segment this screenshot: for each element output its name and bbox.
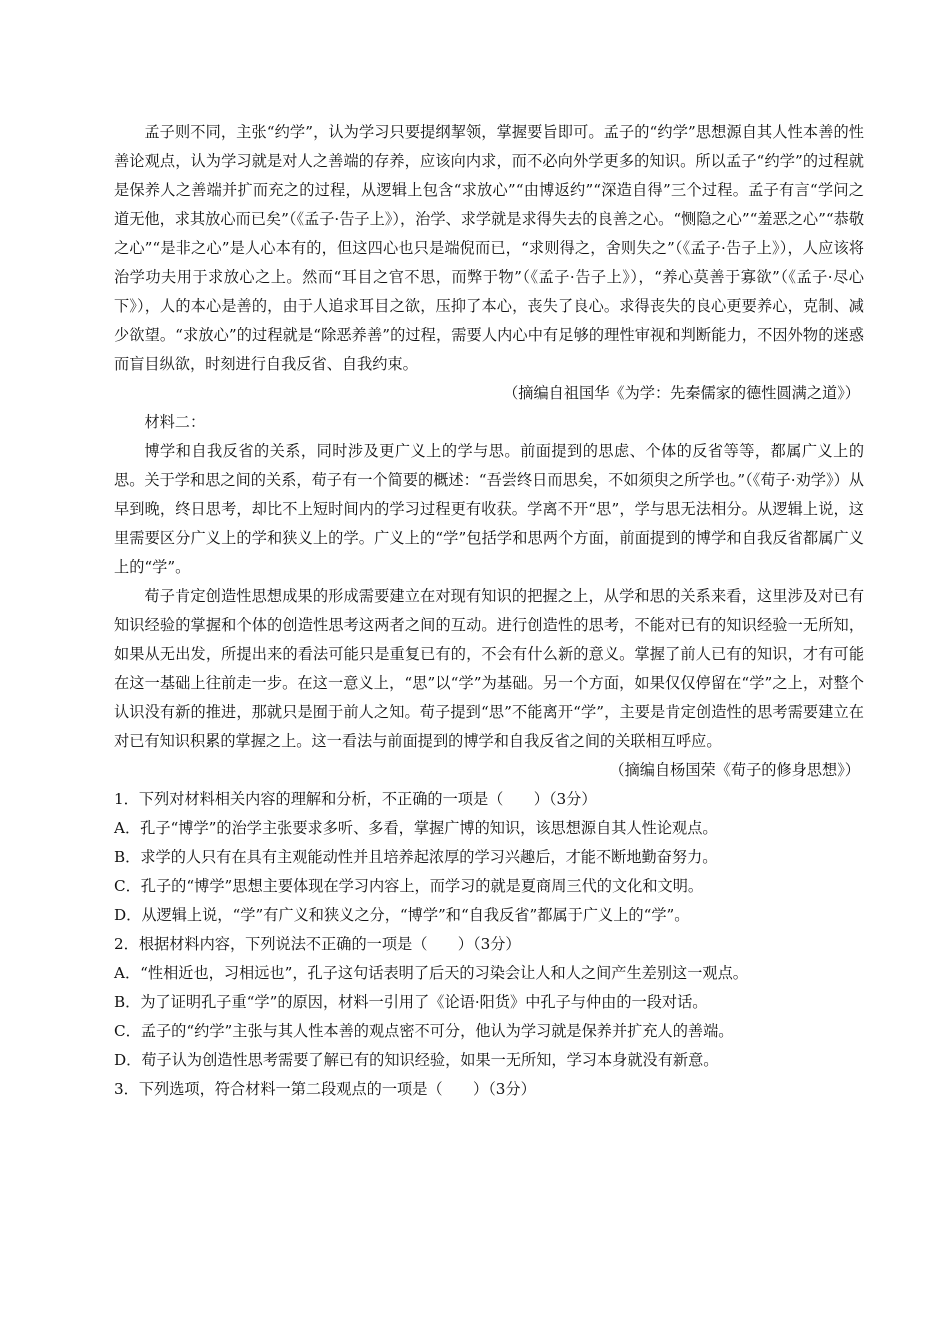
question-2-option-d: D．荀子认为创造性思考需要了解已有的知识经验，如果一无所知，学习本身就没有新意。 [114,1051,719,1069]
question-1-option-d: D．从逻辑上说，“学”有广义和狭义之分，“博学”和“自我反省”都属于广义上的“学”。 [114,906,690,924]
question-2-stem: 2．根据材料内容，下列说法不正确的一项是（ ）（3分） [114,935,521,953]
question-2-option-b: B．为了证明孔子重“学”的原因，材料一引用了《论语·阳货》中孔子与仲由的一段对话。 [114,993,708,1011]
material2-source: （摘编自杨国荣《荀子的修身思想》） [609,761,860,779]
material2-paragraph-2: 荀子肯定创造性思想成果的形成需要建立在对现有知识的把握之上，从学和思的关系来看，这里涉及对已有知识经验的掌握和个体的创造性思考这两者之间的互动。进行创造性的思考，不能对已有的知识经验一无所知，如果从无出发，所提出来的看法可能只是重复已有的，不会有什么新的意义。掌握了前人已有的知识，才有可能在这一基础上往前走一步。在这一意义上，“思”以“学”为基础。另一个方面，如果仅仅停留在“学”之上，对整个认识没有新的推进，那就只是囿于前人之知。荀子提到“思”不能离开“学”，主要是肯定创造性的思考需要建立在对已有知识积累的掌握之上。这一看法与前面提到的博学和自我反省之间的关联相互呼应。 [114,587,864,750]
question-3-stem: 3．下列选项，符合材料一第二段观点的一项是（ ）（3分） [114,1080,536,1098]
material2-heading: 材料二： [144,413,206,431]
document-page [114,118,864,1104]
question-1-stem: 1．下列对材料相关内容的理解和分析，不正确的一项是（ ）（3分） [114,790,597,808]
material1-source: （摘编自祖国华《为学：先秦儒家的德性圆满之道》） [503,384,860,402]
question-1-option-a: A．孔子“博学”的治学主张要求多听、多看，掌握广博的知识，该思想源自其人性论观点。 [114,819,718,837]
question-2-option-c: C．孟子的“约学”主张与其人性本善的观点密不可分，他认为学习就是保养并扩充人的善端。 [114,1022,734,1040]
material1-paragraph: 孟子则不同，主张“约学”，认为学习只要提纲挈领，掌握要旨即可。孟子的“约学”思想源自其人性本善的性善论观点，认为学习就是对人之善端的存养，应该向内求，而不必向外学更多的知识。所以孟子“约学”的过程就是保养人之善端并扩而充之的过程，从逻辑上包含“求放心”“由博返约”“深造自得”三个过程。孟子有言“学问之道无他，求其放心而已矣”（《孟子·告子上》），治学、求学就是求得失去的良善之心。“恻隐之心”“羞恶之心”“恭敬之心”“是非之心”是人心本有的，但这四心也只是端倪而已，“求则得之，舍则失之”（《孟子·告子上》），人应该将治学功夫用于求放心之上。然而“耳目之官不思，而弊于物”（《孟子·告子上》），“养心莫善于寡欲”（《孟子·尽心下》），人的本心是善的，由于人追求耳目之欲，压抑了本心，丧失了良心。求得丧失的良心更要养心，克制、减少欲望。“求放心”的过程就是“除恶养善”的过程，需要人内心中有足够的理性审视和判断能力，不因外物的迷惑而盲目纵欲，时刻进行自我反省、自我约束。 [114,123,865,373]
material2-paragraph-1: 博学和自我反省的关系，同时涉及更广义上的学与思。前面提到的思虑、个体的反省等等，都属广义上的思。关于学和思之间的关系，荀子有一个简要的概述：“吾尝终日而思矣，不如须臾之所学也。”（《荀子·劝学》）从早到晚，终日思考，却比不上短时间内的学习过程更有收获。学离不开“思”，学与思无法相分。从逻辑上说，这里需要区分广义上的学和狭义上的学。广义上的“学”包括学和思两个方面，前面提到的博学和自我反省都属广义上的“学”。 [114,442,864,576]
question-1-option-c: C．孔子的“博学”思想主要体现在学习内容上，而学习的就是夏商周三代的文化和文明。 [114,877,704,895]
question-1-option-b: B．求学的人只有在具有主观能动性并且培养起浓厚的学习兴趣后，才能不断地勤奋努力。 [114,848,718,866]
question-2-option-a: A．“性相近也，习相远也”，孔子这句话表明了后天的习染会让人和人之间产生差别这一观点。 [114,964,748,982]
